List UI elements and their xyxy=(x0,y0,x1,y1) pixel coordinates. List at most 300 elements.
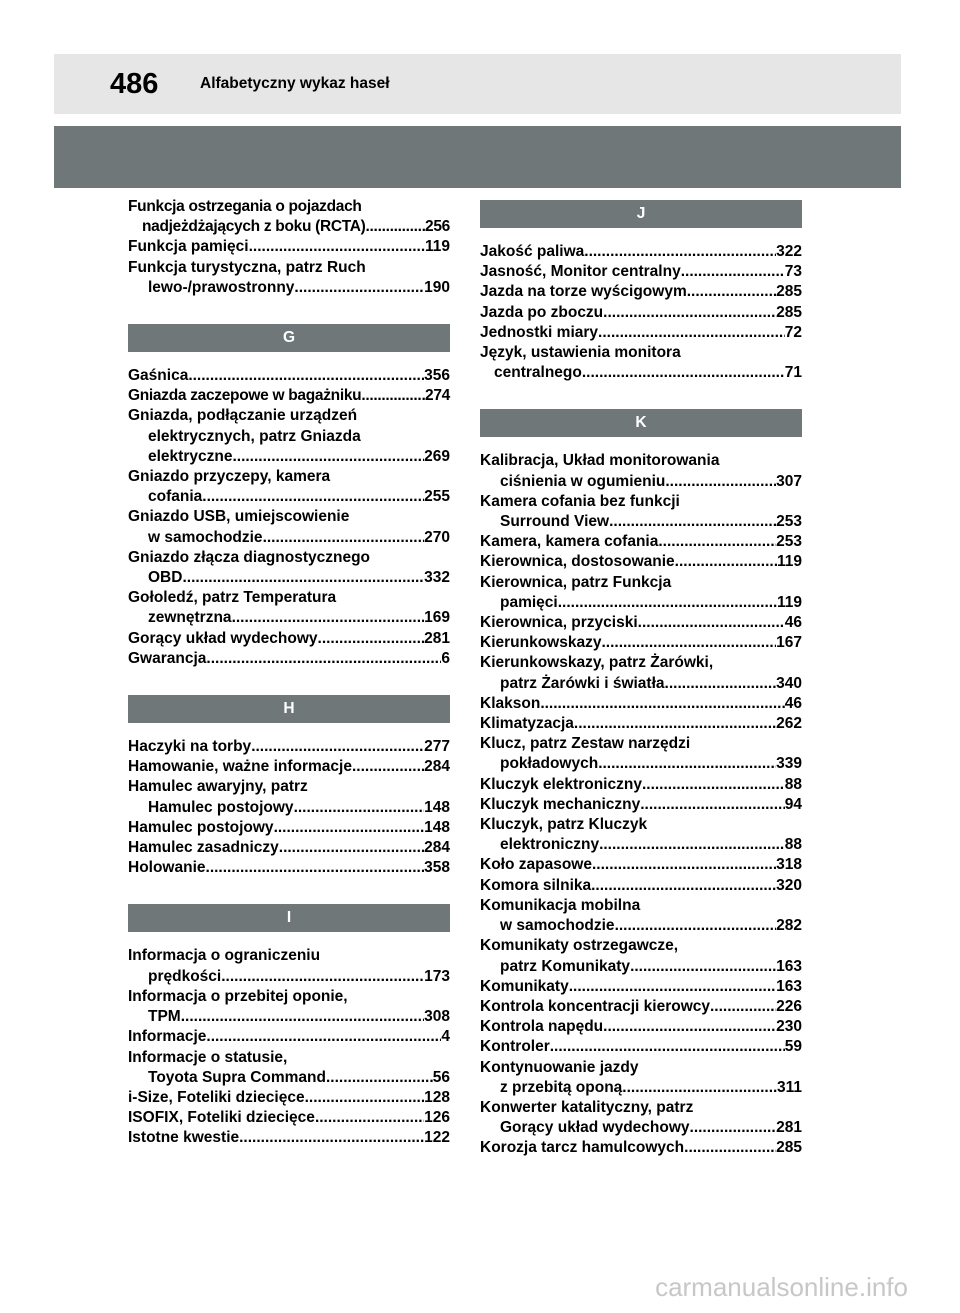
page-reference: 230 xyxy=(776,1018,802,1036)
entry-text: w samochodzie xyxy=(148,528,263,546)
page-reference: 226 xyxy=(776,997,802,1015)
entry-text: Gwarancja xyxy=(128,649,207,667)
entry-line-last xyxy=(128,1088,450,1108)
section-heading-j: J xyxy=(480,200,802,228)
page-reference: 46 xyxy=(784,614,802,632)
dot-leader xyxy=(315,1108,424,1128)
index-entry xyxy=(128,1108,450,1128)
index-column-right xyxy=(480,197,802,1159)
index-entry xyxy=(128,548,450,588)
page-reference: 285 xyxy=(776,283,802,301)
entry-line-last xyxy=(480,323,802,343)
dot-leader xyxy=(640,795,785,815)
entry-text: Jazda po zboczu xyxy=(480,303,604,321)
entry-line-last xyxy=(128,967,450,987)
index-entry xyxy=(480,492,802,532)
entry-text: Istotne kwestie xyxy=(128,1129,240,1147)
watermark: carmanualsonline.info xyxy=(655,1272,908,1302)
dot-leader xyxy=(599,835,785,855)
entry-line: Gniazdo złącza diagnostycznego xyxy=(128,548,371,566)
entry-line: Komunikacja mobilna xyxy=(480,896,641,914)
section-heading-i: I xyxy=(128,904,450,932)
dot-leader xyxy=(598,323,785,343)
entries-f-continued xyxy=(128,197,450,298)
section-heading-k: K xyxy=(480,409,802,437)
entry-line-last xyxy=(480,876,802,896)
entry-line-last xyxy=(128,487,450,507)
entries-k xyxy=(480,451,802,1158)
page-reference: 274 xyxy=(425,387,450,405)
entry-text: Komunikaty xyxy=(480,977,569,995)
entry-text: Komora silnika xyxy=(480,876,592,894)
page-reference: 56 xyxy=(432,1068,450,1086)
entry-line-last xyxy=(480,714,802,734)
index-entry xyxy=(128,858,450,878)
entry-text: Gorący układ wydechowy xyxy=(128,629,318,647)
entry-text: elektryczne xyxy=(148,447,233,465)
entry-line-last xyxy=(480,795,802,815)
dot-leader xyxy=(675,552,777,572)
entry-line-last xyxy=(480,977,802,997)
index-entry xyxy=(128,588,450,628)
section-heading-g: G xyxy=(128,324,450,352)
entry-line: Kluczyk, patrz Kluczyk xyxy=(480,816,648,834)
dot-leader xyxy=(294,798,425,818)
dot-leader xyxy=(603,303,776,323)
entry-line-last xyxy=(480,262,802,282)
index-entry xyxy=(480,855,802,875)
index-entry xyxy=(128,386,450,406)
page-reference: 340 xyxy=(776,674,802,692)
entry-text: Klakson xyxy=(480,694,541,712)
entry-line: Informacje o statusie, xyxy=(128,1048,288,1066)
page-reference: 4 xyxy=(441,1028,450,1046)
index-entry xyxy=(128,737,450,757)
page-reference: 169 xyxy=(424,609,450,627)
index-entry xyxy=(480,714,802,734)
dot-leader xyxy=(318,629,425,649)
entry-line-last xyxy=(480,855,802,875)
entry-line-last xyxy=(480,1078,802,1098)
dot-leader xyxy=(665,472,776,492)
index-entry xyxy=(480,552,802,572)
entry-line-last xyxy=(128,798,450,818)
index-entry xyxy=(480,997,802,1017)
entry-text: Klimatyzacja xyxy=(480,715,574,733)
entry-line-last xyxy=(480,1138,802,1158)
dot-leader xyxy=(206,1027,441,1047)
page-reference: 285 xyxy=(776,1139,802,1157)
dot-leader xyxy=(550,1037,785,1057)
page-reference: 148 xyxy=(424,798,450,816)
entry-line-last xyxy=(480,613,802,633)
page-reference: 339 xyxy=(776,755,802,773)
entry-text: Hamulec postojowy xyxy=(128,818,274,836)
entry-line-last xyxy=(128,608,450,628)
page-reference: 281 xyxy=(424,629,450,647)
entry-line-last xyxy=(480,997,802,1017)
index-entry xyxy=(128,987,450,1027)
entry-text: Hamulec zasadniczy xyxy=(128,839,279,857)
dot-leader xyxy=(558,593,777,613)
index-entry xyxy=(480,936,802,976)
entry-line-last xyxy=(128,237,450,257)
page-reference: 358 xyxy=(424,859,450,877)
entry-line: Funkcja turystyczna, patrz Ruch xyxy=(128,258,366,276)
entry-line-last xyxy=(480,363,802,383)
page-reference: 282 xyxy=(776,917,802,935)
page-reference: 307 xyxy=(776,472,802,490)
page-reference: 122 xyxy=(424,1129,450,1147)
dot-leader xyxy=(665,674,777,694)
index-entry xyxy=(480,896,802,936)
entry-line: Kalibracja, Układ monitorowania xyxy=(480,452,720,470)
entry-line-last xyxy=(480,775,802,795)
entry-text: Kontrola koncentracji kierowcy xyxy=(480,997,710,1015)
dot-leader xyxy=(279,838,424,858)
entry-line: Komunikaty ostrzegawcze, xyxy=(480,937,679,955)
entry-text: Kluczyk elektroniczny xyxy=(480,775,642,793)
page-reference: 190 xyxy=(424,278,450,296)
page-reference: 88 xyxy=(784,775,802,793)
entry-text: patrz Żarówki i światła xyxy=(500,674,665,692)
entry-text: cofania xyxy=(148,488,203,506)
entries-g xyxy=(128,366,450,669)
entry-line-last xyxy=(128,1068,450,1088)
page-reference: 88 xyxy=(784,836,802,854)
entry-text: elektroniczny xyxy=(500,836,600,854)
page-reference: 148 xyxy=(424,818,450,836)
page-reference: 94 xyxy=(784,795,802,813)
entry-text: Jednostki miary xyxy=(480,323,599,341)
entry-line-last xyxy=(480,1017,802,1037)
entry-text: patrz Komunikaty xyxy=(500,957,631,975)
dot-leader xyxy=(710,997,776,1017)
entry-text: Gniazda zaczepowe w bagażniku xyxy=(128,387,362,405)
dot-leader xyxy=(206,649,441,669)
page-reference: 308 xyxy=(424,1008,450,1026)
index-entry xyxy=(128,649,450,669)
page-reference: 318 xyxy=(776,856,802,874)
entry-text: Gorący układ wydechowy xyxy=(500,1119,690,1137)
index-entry xyxy=(480,694,802,714)
entry-line: Informacja o przebitej oponie, xyxy=(128,987,348,1005)
index-entry xyxy=(480,1058,802,1098)
index-entry xyxy=(480,1017,802,1037)
entry-text: Jazda na torze wyścigowym xyxy=(480,283,687,301)
entry-line-last xyxy=(128,757,450,777)
entry-line-last xyxy=(480,633,802,653)
entry-line: Kamera cofania bez funkcji xyxy=(480,492,680,510)
entry-text: Kluczyk mechaniczny xyxy=(480,795,641,813)
entry-line: Gniazdo USB, umiejscowienie xyxy=(128,508,350,526)
entries-i xyxy=(128,946,450,1148)
section-heading-h: H xyxy=(128,695,450,723)
entry-text: i-Size, Foteliki dziecięce xyxy=(128,1088,305,1106)
dot-leader xyxy=(361,386,425,406)
index-entry xyxy=(480,242,802,262)
entry-text: Surround View xyxy=(500,513,610,531)
entry-text: prędkości xyxy=(148,967,222,985)
page-reference: 119 xyxy=(424,238,450,256)
entry-line-last xyxy=(480,303,802,323)
index-entry xyxy=(128,467,450,507)
entry-line-last xyxy=(128,1007,450,1027)
entries-h xyxy=(128,737,450,878)
page-reference: 284 xyxy=(424,758,450,776)
entry-line-last xyxy=(128,447,450,467)
dot-leader xyxy=(681,262,785,282)
entry-line-last xyxy=(480,472,802,492)
dot-leader xyxy=(603,1017,776,1037)
dot-leader xyxy=(601,633,776,653)
index-entry xyxy=(128,946,450,986)
index-entry xyxy=(480,795,802,815)
page-reference: 167 xyxy=(776,634,802,652)
entry-line-last xyxy=(480,1037,802,1057)
index-entry xyxy=(128,1128,450,1148)
entry-line-last xyxy=(128,528,450,548)
entry-text: OBD xyxy=(148,569,183,587)
entry-line: Kierunkowskazy, patrz Żarówki, xyxy=(480,654,714,672)
entry-line: Informacja o ograniczeniu xyxy=(128,947,321,965)
page-reference: 269 xyxy=(424,447,450,465)
page-number: 486 xyxy=(110,68,159,100)
entry-line: Klucz, patrz Zestaw narzędzi xyxy=(480,735,691,753)
index-entry xyxy=(480,876,802,896)
index-entry xyxy=(128,629,450,649)
index-entry xyxy=(128,777,450,817)
index-entry xyxy=(480,532,802,552)
entry-line-last xyxy=(128,366,450,386)
entry-text: lewo-/prawostronny xyxy=(148,278,295,296)
page-reference: 128 xyxy=(424,1088,450,1106)
entry-line: Gołoledź, patrz Temperatura xyxy=(128,589,337,607)
entry-line-last xyxy=(128,568,450,588)
page-reference: 163 xyxy=(776,977,802,995)
dot-leader xyxy=(592,855,776,875)
dot-leader xyxy=(263,528,425,548)
index-entry xyxy=(480,1037,802,1057)
entry-text: Funkcja pamięci xyxy=(128,238,249,256)
dot-leader xyxy=(591,876,776,896)
index-entry xyxy=(480,653,802,693)
dot-leader xyxy=(630,957,776,977)
index-entry xyxy=(480,343,802,383)
index-entry xyxy=(480,323,802,343)
entry-text: TPM xyxy=(148,1008,181,1026)
page-reference: 284 xyxy=(424,839,450,857)
index-entry xyxy=(128,1048,450,1088)
entry-line: Funkcja ostrzegania o pojazdach xyxy=(128,198,362,215)
entry-line-last xyxy=(128,386,450,406)
entry-text: z przebitą oponą xyxy=(500,1078,623,1096)
dot-leader xyxy=(642,775,785,795)
dot-leader xyxy=(326,1068,433,1088)
dot-leader xyxy=(690,1118,777,1138)
page-reference: 6 xyxy=(441,649,450,667)
entry-line-last xyxy=(128,858,450,878)
entry-line-last xyxy=(480,674,802,694)
index-column-left xyxy=(128,197,450,1149)
dot-leader xyxy=(249,237,425,257)
entry-line: Hamulec awaryjny, patrz xyxy=(128,778,308,796)
entries-j xyxy=(480,242,802,383)
dot-leader xyxy=(232,608,425,628)
dot-leader xyxy=(622,1078,777,1098)
dot-leader xyxy=(658,532,776,552)
page-reference: 119 xyxy=(776,593,802,611)
entry-text: Kamera, kamera cofania xyxy=(480,533,659,551)
page-reference: 285 xyxy=(776,303,802,321)
entry-line-last xyxy=(480,512,802,532)
entry-line-last xyxy=(128,818,450,838)
page-reference: 277 xyxy=(424,738,450,756)
entry-text: Kierownica, dostosowanie xyxy=(480,553,675,571)
page-reference: 46 xyxy=(784,694,802,712)
dot-leader xyxy=(239,1128,424,1148)
entry-text: Jakość paliwa xyxy=(480,243,585,260)
page-reference: 173 xyxy=(424,967,450,985)
dot-leader xyxy=(181,1007,424,1027)
entry-text: centralnego xyxy=(494,364,582,382)
entry-line: Język, ustawienia monitora xyxy=(480,344,681,362)
dot-leader xyxy=(569,977,776,997)
index-entry xyxy=(128,1027,450,1047)
entry-text: zewnętrzna xyxy=(148,609,232,627)
page-reference: 72 xyxy=(784,323,802,341)
dot-leader xyxy=(598,754,776,774)
entry-line-last xyxy=(480,552,802,572)
dot-leader xyxy=(684,1138,776,1158)
page-reference: 73 xyxy=(784,263,802,281)
page-reference: 281 xyxy=(776,1119,802,1137)
dot-leader xyxy=(294,278,424,298)
page-reference: 262 xyxy=(776,715,802,733)
entry-text: Gaśnica xyxy=(128,367,189,385)
page-reference: 332 xyxy=(424,569,450,587)
entry-text: Toyota Supra Command xyxy=(148,1068,326,1086)
page-reference: 253 xyxy=(776,513,802,531)
entry-line: Gniazdo przyczepy, kamera xyxy=(128,468,331,486)
entry-text: pamięci xyxy=(500,593,558,611)
index-entry xyxy=(128,507,450,547)
page-reference: 71 xyxy=(784,364,802,382)
dot-leader xyxy=(274,818,425,838)
index-entry xyxy=(480,1138,802,1158)
entry-line-last xyxy=(128,1128,450,1148)
page-reference: 59 xyxy=(784,1038,802,1056)
entry-text: Haczyki na torby xyxy=(128,738,252,756)
entry-line-last xyxy=(480,593,802,613)
index-entry xyxy=(480,573,802,613)
entry-line-last xyxy=(128,1027,450,1047)
dot-leader xyxy=(582,363,785,383)
entry-text: Jasność, Monitor centralny xyxy=(480,263,681,281)
entry-text: ISOFIX, Foteliki dziecięce xyxy=(128,1109,315,1127)
dot-leader xyxy=(638,613,785,633)
entry-line-last xyxy=(128,838,450,858)
entry-line-last xyxy=(128,649,450,669)
page-reference: 356 xyxy=(424,367,450,385)
page-reference: 163 xyxy=(776,957,802,975)
page-reference: 320 xyxy=(776,876,802,894)
entry-text: Kontrola napędu xyxy=(480,1018,604,1036)
dot-leader xyxy=(574,714,776,734)
dot-leader xyxy=(615,916,777,936)
entry-text: ciśnienia w ogumieniu xyxy=(500,472,666,490)
index-entry xyxy=(480,613,802,633)
entry-text: nadjeżdżających z boku (RCTA) xyxy=(142,218,366,236)
entry-text: Informacje xyxy=(128,1028,207,1046)
index-entry xyxy=(128,197,450,237)
index-entry xyxy=(128,406,450,467)
index-entry xyxy=(128,757,450,777)
entry-line-last xyxy=(480,1118,802,1138)
dot-leader xyxy=(221,967,424,987)
page-reference: 126 xyxy=(424,1109,450,1127)
index-entry xyxy=(480,977,802,997)
index-entry xyxy=(480,775,802,795)
entry-text: Hamulec postojowy xyxy=(148,798,294,816)
entry-text: Hamowanie, ważne informacje xyxy=(128,758,352,776)
dot-leader xyxy=(188,366,424,386)
dot-leader xyxy=(202,487,424,507)
index-entry xyxy=(480,262,802,282)
page-reference: 256 xyxy=(425,218,450,236)
entry-line: Kierownica, patrz Funkcja xyxy=(480,573,672,591)
entry-line-last xyxy=(480,754,802,774)
index-entry xyxy=(480,1098,802,1138)
entry-line: elektrycznych, patrz Gniazda xyxy=(148,427,361,445)
entry-line: Konwerter katalityczny, patrz xyxy=(480,1098,694,1116)
index-entry xyxy=(128,838,450,858)
entry-text: Koło zapasowe xyxy=(480,856,592,874)
page-reference: 322 xyxy=(776,243,802,260)
dot-leader xyxy=(305,1088,425,1108)
dot-leader xyxy=(232,447,424,467)
entry-line-last xyxy=(480,694,802,714)
dot-leader xyxy=(352,757,424,777)
entry-text: Holowanie xyxy=(128,859,206,877)
entry-text: Kierownica, przyciski xyxy=(480,614,638,632)
entry-line-last xyxy=(128,1108,450,1128)
dot-leader xyxy=(206,858,425,878)
dot-leader xyxy=(609,512,776,532)
entry-line-last xyxy=(480,957,802,977)
entry-line-last xyxy=(480,532,802,552)
entry-line-last xyxy=(128,217,450,237)
entry-line-last xyxy=(480,242,802,262)
entry-text: Kontroler xyxy=(480,1038,550,1056)
index-entry xyxy=(128,258,450,298)
entry-line-last xyxy=(128,737,450,757)
index-entry xyxy=(480,282,802,302)
entry-line-last xyxy=(128,629,450,649)
entry-line-last xyxy=(480,282,802,302)
dot-leader xyxy=(687,282,776,302)
page-reference: 119 xyxy=(776,553,802,571)
dot-leader xyxy=(540,694,784,714)
header-band xyxy=(54,126,901,188)
entry-text: Kierunkowskazy xyxy=(480,634,602,652)
entry-text: pokładowych xyxy=(500,755,599,773)
running-title: Alfabetyczny wykaz haseł xyxy=(200,75,390,92)
index-entry xyxy=(128,1088,450,1108)
index-entry xyxy=(128,366,450,386)
page-reference: 311 xyxy=(776,1078,802,1096)
entry-line: Gniazda, podłączanie urządzeń xyxy=(128,407,358,425)
